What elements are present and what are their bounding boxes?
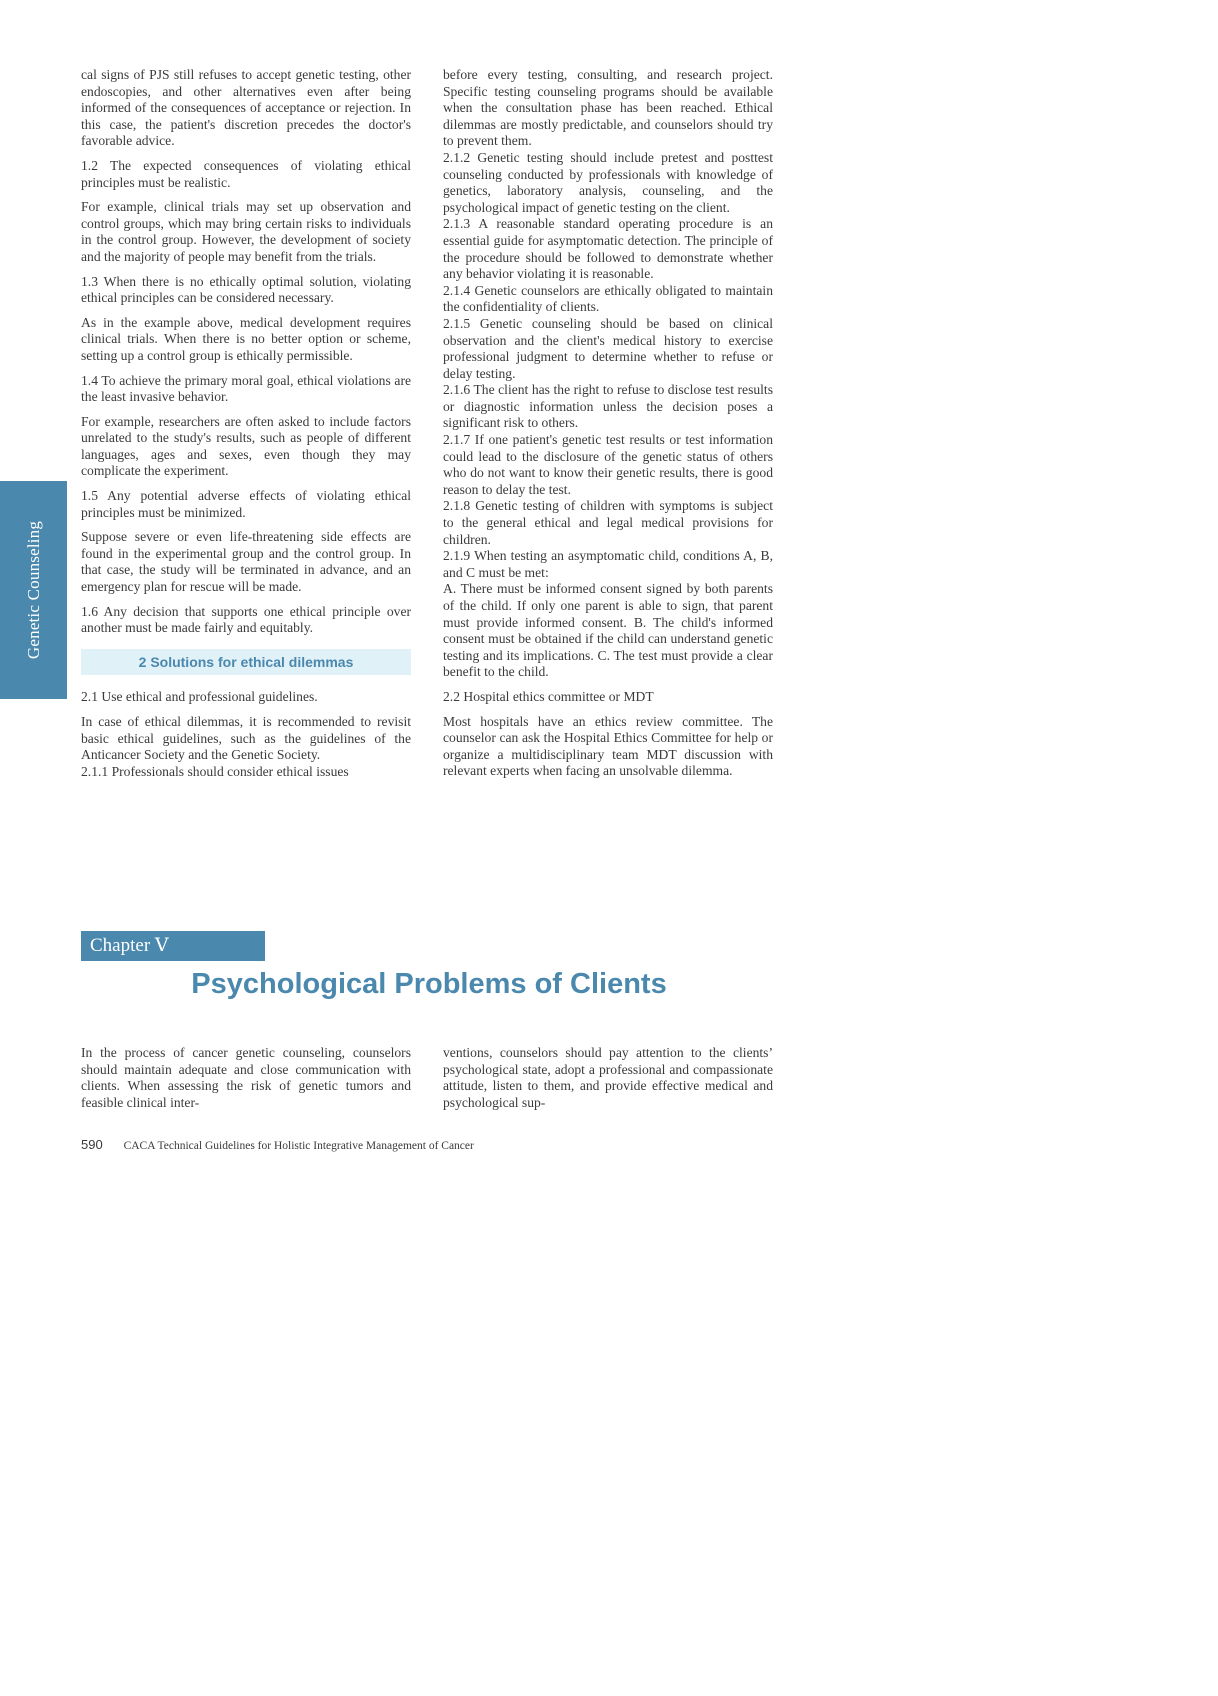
paragraph: Most hospitals have an ethics review committee. The counselor can ask the Hospital Ethics Committee for help or organize a multidisciplinary team MDT discussion with relevant experts when facing an unsolvable dilemma. — [443, 713, 773, 779]
chapter-right-column — [443, 1045, 773, 1119]
paragraph: cal signs of PJS still refuses to accept genetic testing, other endoscopies, and other alternatives even after being informed of the consequences of acceptance or rejection. In this case, the patient's discretion precedes the doctor's favorable advice. — [81, 67, 411, 149]
paragraph: 2.1.6 The client has the right to refuse to disclose test results or diagnostic information unless the decision poses a significant risk to others. — [443, 382, 773, 431]
paragraph: 2.1.9 When testing an asymptomatic child, conditions A, B, and C must be met: — [443, 548, 773, 580]
paragraph: 1.3 When there is no ethically optimal solution, violating ethical principles can be considered necessary. — [81, 273, 411, 306]
chapter-title: Psychological Problems of Clients — [191, 968, 667, 1000]
book-title: CACA Technical Guidelines for Holistic Integrative Management of Cancer — [123, 1140, 474, 1152]
paragraph: 2.1.1 Professionals should consider ethical issues — [81, 763, 349, 779]
left-column — [81, 67, 411, 780]
paragraph: 2.1.2 Genetic testing should include pretest and posttest counseling conducted by professionals with knowledge of genetics, laboratory analysis, counseling, and the psychological impact of genetic testing on the client. — [443, 149, 773, 215]
chapter-label: Chapter Ⅴ — [81, 931, 265, 961]
paragraph: before every testing, consulting, and research project. Specific testing counseling programs should be available when the consultation phase has been reached. Ethical dilemmas are mostly predictable, and counselors should try to prevent them. — [443, 67, 773, 149]
page-number: 590 — [81, 1137, 103, 1152]
paragraph: 1.5 Any potential adverse effects of violating ethical principles must be minimized. — [81, 488, 411, 520]
paragraph: A. There must be informed consent signed by both parents of the child. If only one parent is able to sign, that parent must provide informed consent. B. The child's informed consent must be obtained if the child can understand genetic testing and its implications. C. The test must provide a clear benefit to the child. — [443, 581, 773, 680]
side-tab — [0, 481, 67, 699]
paragraph: 2.1.5 Genetic counseling should be based on clinical observation and the client's medical history to exercise professional judgment to determine whether to refuse or delay testing. — [443, 315, 773, 381]
chapter-left-column — [81, 1045, 411, 1119]
paragraph: 1.4 To achieve the primary moral goal, ethical violations are the least invasive behavior. — [81, 372, 411, 405]
paragraph: 2.1.4 Genetic counselors are ethically obligated to maintain the confidentiality of clients. — [443, 282, 773, 315]
section-heading: 2 Solutions for ethical dilemmas — [81, 649, 411, 676]
paragraph: 1.2 The expected consequences of violating ethical principles must be realistic. — [81, 157, 411, 190]
paragraph: 2.1.7 If one patient's genetic test results or test information could lead to the disclosure of the genetic status of others who do not want to know their genetic results, there is good reason to delay the test. — [443, 432, 773, 497]
side-tab-label: Genetic Counseling — [23, 520, 43, 660]
paragraph: Suppose severe or even life-threatening side effects are found in the experimental group and the control group. In that case, the study will be terminated in advance, and an emergency plan for rescue will be made. — [81, 529, 411, 595]
paragraph: ventions, counselors should pay attention to the clients’ psychological state, adopt a professional and compassionate attitude, listen to them, and provide effective medical and psychological sup- — [443, 1045, 773, 1110]
paragraph: In case of ethical dilemmas, it is recommended to revisit basic ethical guidelines, such as the guidelines of the Anticancer Society and the Genetic Society. — [81, 714, 411, 763]
paragraph: 2.1.8 Genetic testing of children with symptoms is subject to the general ethical and legal medical provisions for children. — [443, 498, 773, 547]
page-footer — [81, 1137, 474, 1152]
paragraph: For example, researchers are often asked to include factors unrelated to the study's results, such as people of different languages, ages and sexes, even though they may complicate the experiment. — [81, 413, 411, 479]
paragraph: In the process of cancer genetic counseling, counselors should maintain adequate and close communication with clients. When assessing the risk of genetic tumors and feasible clinical inter- — [81, 1045, 411, 1110]
paragraph: 2.1 Use ethical and professional guidelines. — [81, 689, 318, 705]
paragraph: As in the example above, medical development requires clinical trials. When there is no better option or scheme, setting up a control group is ethically permissible. — [81, 314, 411, 363]
paragraph: 2.1.3 A reasonable standard operating procedure is an essential guide for asymptomatic detection. The principle of the procedure should be followed to demonstrate whether any behavior violating it is reasonable. — [443, 216, 773, 282]
paragraph: 1.6 Any decision that supports one ethical principle over another must be made fairly and equitably. — [81, 603, 411, 636]
paragraph: 2.2 Hospital ethics committee or MDT — [443, 688, 654, 704]
paragraph: For example, clinical trials may set up observation and control groups, which may bring certain risks to individuals in the control group. However, the development of society and the majority of people may benefit from the trials. — [81, 199, 411, 264]
right-column — [443, 67, 773, 788]
